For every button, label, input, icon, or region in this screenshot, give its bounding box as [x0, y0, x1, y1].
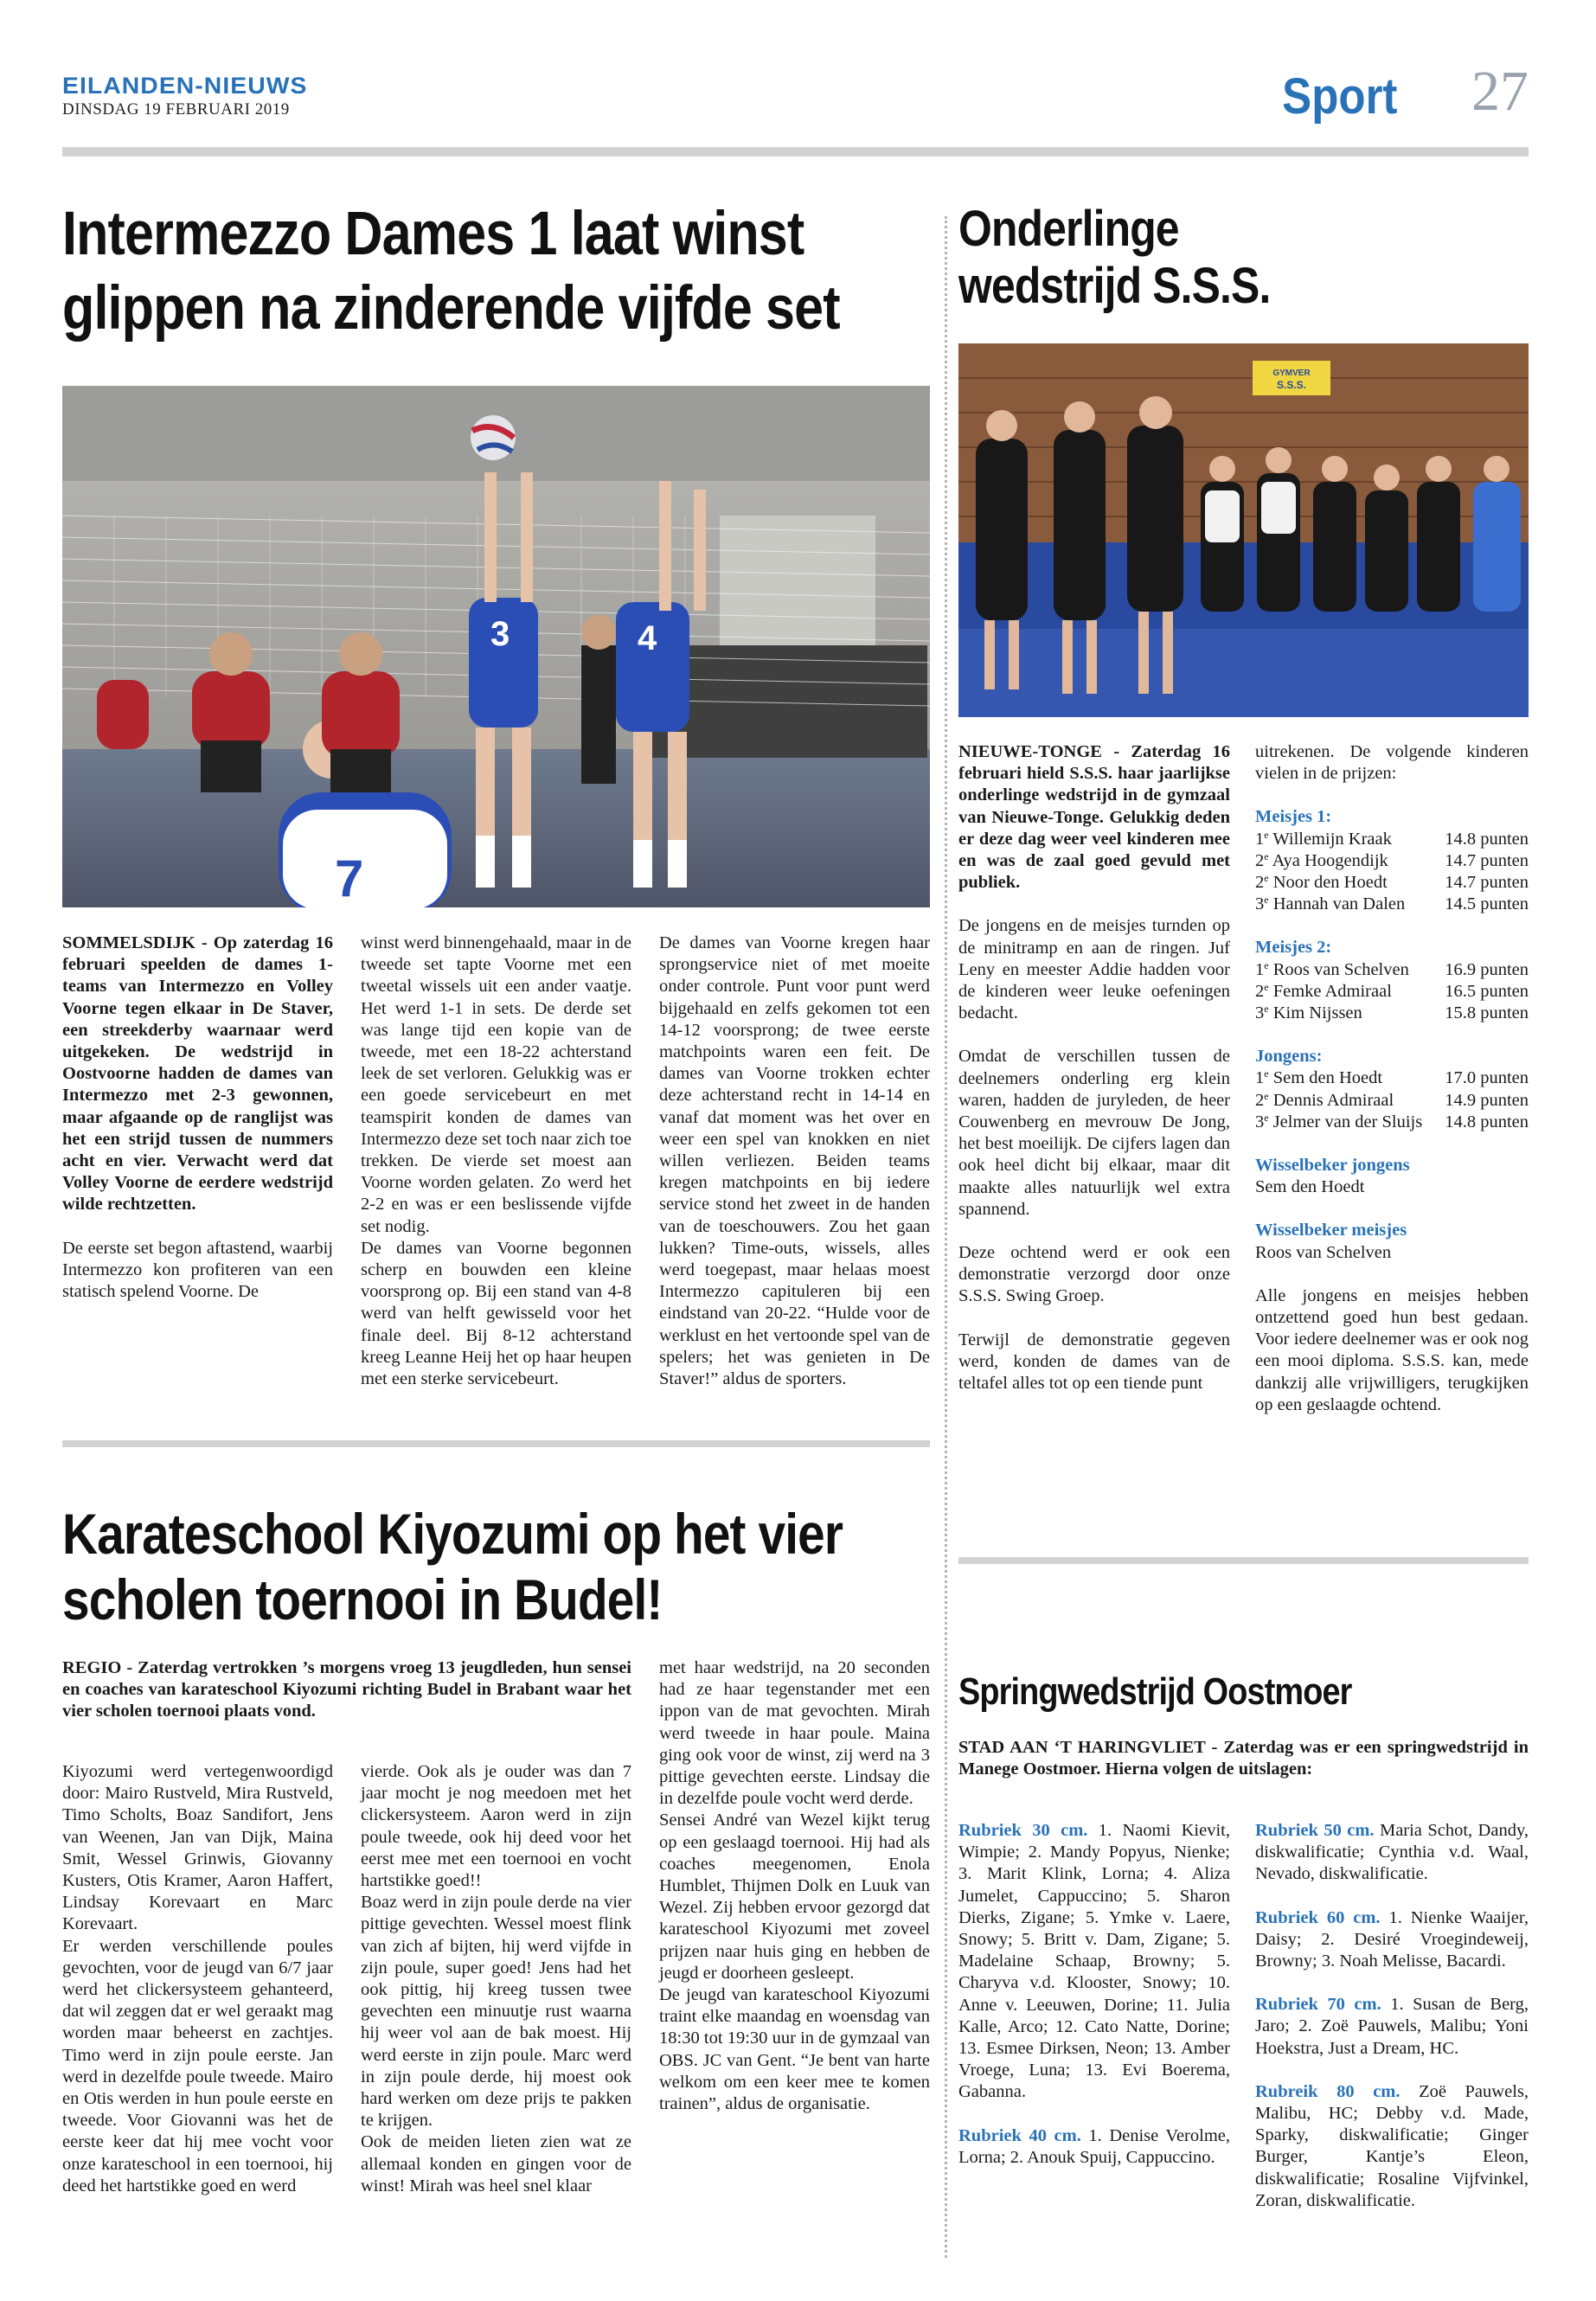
results-category: Rubreik 80 cm.: [1255, 2081, 1401, 2101]
prize-row: 3e Hannah van Dalen 14.5 punten: [1255, 894, 1529, 914]
article1-paragraph: De dames van Voorne kregen haar sprongservice niet of met moeite onder controle. Punt voor punt werd bijgehaald en zelfs gekomen tot een 14-12 voorsprong; de twee eerste matchpoints waren een feit. De dames van Voorne trokken echter deze achterstand recht in 14-14 en vanaf dat moment was het over en weer een spel van knokken en niet willen verliezen. Beiden teams kregen matchpoints en bij iedere service stond het zweet in de handen van de toeschouwers. Zou het gaan lukken? Time-outs, wissels, alles werd toegepast, maar helaas moest Intermezzo capituleren bij een eindstand van 20-22. “Hulde voor de werklust en het vertoonde spel van de spelers; het was genieten in De Staver!” aldus de sporters.: [659, 933, 930, 1389]
article2-column-2: [1255, 741, 1529, 1416]
gym-banner-text: S.S.S.: [1276, 379, 1307, 391]
article3-paragraph: met haar wedstrijd, na 20 seconden had ze haar tegenstander met een ippon van de mat gevochten. Mirah werd tweede in haar poule. Maina ging ook voor de winst, zij werd na 3 pittige gevechten eerste. Lindsay die in dezelfde poule vocht werd derde.: [659, 1658, 930, 1809]
article1-paragraph: De dames van Voorne begonnen scherp en bouwden een kleine voorsprong op. Bij een stand van 4-8 werd van helft gewisseld voor het finale deel. Bij 8-12 achterstand kreeg Leanne Heij het op haar heupen met een sterke servicebeurt.: [361, 1238, 631, 1389]
article2-paragraph: Alle jongens en meisjes hebben ontzettend goed hun best gedaan. Voor iedere deelnemer was er ook nog een mooi diploma. S.S.S. kan, mede dankzij alle vrijwilligers, terugkijken op een geslaagde ochtend.: [1255, 1285, 1529, 1414]
svg-text:4: 4: [638, 619, 657, 657]
article2-column-1: [958, 741, 1230, 1394]
prize-category-title: Wisselbeker jongens: [1255, 1156, 1410, 1176]
results-paragraph: [1255, 2081, 1529, 2212]
prize-row: 2e Dennis Admiraal 14.9 punten: [1255, 1089, 1529, 1110]
results-paragraph: [1255, 1994, 1529, 2060]
article4-top-rule: [958, 1557, 1529, 1564]
article4-column-1: [958, 1820, 1230, 2169]
article3-paragraph: Ook de meiden lieten zien wat ze allemaal konden en gingen voor de winst! Mirah was heel snel klaar: [361, 2132, 631, 2195]
article1-bottom-rule: [62, 1440, 930, 1447]
results-category: Rubriek 70 cm.: [1255, 1995, 1381, 2015]
article2-paragraph: De jongens en de meisjes turnden op de minitramp en aan de ringen. Juf Leny en meester Addie hadden voor de kinderen weer leuke oefeningen bedacht.: [958, 916, 1230, 1023]
article4-lead: STAD AAN ‘T HARINGVLIET - Zaterdag was er een springwedstrijd in Manege Oostmoer. Hierna volgen de uitslagen:: [958, 1738, 1529, 1779]
prize-row: 1e Willemijn Kraak 14.8 punten: [1255, 828, 1529, 849]
results-category: Rubriek 30 cm.: [958, 1821, 1088, 1840]
results-category: Rubriek 50 cm.: [1255, 1821, 1375, 1840]
prize-category-title: Meisjes 2:: [1255, 938, 1332, 958]
article1-paragraph: De eerste set begon aftastend, waarbij Intermezzo kon profiteren van een statisch spelend Voorne. De: [62, 1238, 333, 1302]
prize-row: 1e Sem den Hoedt 17.0 punten: [1255, 1067, 1529, 1088]
trophy-winner: Sem den Hoedt: [1255, 1177, 1365, 1197]
headline-line: wedstrijd S.S.S.: [958, 258, 1271, 314]
prize-row: 2e Aya Hoogendijk 14.7 punten: [1255, 849, 1529, 870]
article2-paragraph: Terwijl de demonstratie gegeven werd, konden de dames van de teltafel alles tot op een tiende punt: [958, 1330, 1230, 1394]
headline-line: glippen na zinderende vijfde set: [62, 274, 840, 343]
article1-paragraph: winst werd binnengehaald, maar in de tweede set tapte Voorne met een tweetal wissels uit een ander vaatje. Het werd 1-1 in sets. De derde set was lange tijd een kopie van de tweede, met een 18-22 achterstand leek de set verloren. Gelukkig was er een goede servicebeurt en met teamspirit konden de dames van Intermezzo deze set toch naar zich toe trekken. De vierde set moest aan Voorne worden gelaten. Zo werd het 2-2 en was er een beslissende vijfde set nodig.: [361, 933, 632, 1236]
article3-paragraph: Er werden verschillende poules gevochten, voor de jeugd van 6/7 jaar werd het clickersysteem gehanteerd, dat wil zeggen dat er wel geraakt mag worden maar beheerst en zachtjes. Timo werd in zijn poule eerste. Jan werd in dezelfde poule tweede. Mairo en Otis werden in hun poule eerste en tweede. Voor Giovanni was het de eerste keer dat hij mee vocht voor onze karateschool in een toernooi, hij deed het hartstikke goed en werd: [62, 1936, 333, 2195]
gym-banner-text: GYMVER: [1272, 369, 1311, 378]
volleyball-photo-illustration: [62, 386, 930, 907]
prize-row: 2e Femke Admiraal 16.5 punten: [1255, 980, 1529, 1001]
headline-line: Onderlinge: [958, 201, 1179, 257]
article2-paragraph: Omdat de verschillen tussen de deelnemers onderling erg klein waren, hadden de juryleden, de heer Couwenberg en mevrouw De Jong, het best moeilijk. De cijfers lagen dan ook heel dicht bij elkaar, maar dit maakte alles natuurlijk wel extra spannend.: [958, 1047, 1230, 1219]
article1-column-3: [659, 933, 930, 1390]
results-text: 1. Nienke Waaijer, Daisy; 2. Desiré Vroegindeweij, Browny; 3. Noah Melisse, Bacardi.: [1255, 1907, 1529, 1971]
article3-paragraph: Sensei André van Wezel kijkt terug op een geslaagd toernooi. Hij had als coaches meegenomen, Enola Humblet, Thijmen Dolk en Luuk van Wezel. Zij hebben ervoor gezorgd dat karateschool Kiyozumi met zoveel prijzen naar huis ging en hebben de jeugd er doorheen gesleept.: [659, 1811, 930, 1983]
prize-row: 3e Jelmer van der Sluijs 14.8 punten: [1255, 1111, 1529, 1131]
results-text: Zoë Pauwels, Malibu, HC; Debby v.d. Made, Sparky, diskwalificatie; Ginger Burger, Kantje’s Eleon, diskwalificatie; Rosaline Vijfvinkel, Zoran, diskwalificatie.: [1255, 2081, 1529, 2210]
gymnastics-photo: [958, 343, 1529, 717]
article4-headline: [958, 1671, 1416, 1713]
results-paragraph: [1255, 1820, 1529, 1886]
results-text: Maria Schot, Dandy, diskwalificatie; Cynthia v.d. Waal, Nevado, diskwalificatie.: [1255, 1821, 1529, 1884]
headline-line: Intermezzo Dames 1 laat winst: [62, 200, 804, 268]
article3-paragraph: Kiyozumi werd vertegenwoordigd door: Mairo Rustveld, Mira Rustveld, Timo Scholts, Boaz Sandifort, Jens van Weenen, Jan van Dijk, Maina Smit, Wessel Grinwis, Giovanny Kusters, Otis Kramer, Aaron Haffert, Lindsay Korevaart en Marc Korevaart.: [62, 1762, 333, 1934]
article2-lead: NIEUWE-TONGE - Zaterdag 16 februari hield S.S.S. haar jaarlijkse onderlinge wedstrijd in de gymzaal van Nieuwe-Tonge. Gelukkig deden er deze dag weer veel kinderen mee en was de zaal goed gevuld met publiek.: [958, 742, 1230, 893]
results-category: Rubriek 40 cm.: [958, 2125, 1081, 2145]
article3-column-2: [361, 1761, 631, 2197]
trophy-winner: Roos van Schelven: [1255, 1242, 1392, 1262]
prize-category-title: Jongens:: [1255, 1047, 1323, 1067]
results-paragraph: [958, 1820, 1230, 2104]
results-text: 1. Susan de Berg, Jaro; 2. Zoë Pauwels, Malibu; Yoni Hoekstra, Just a Dream, HC.: [1255, 1995, 1529, 2058]
results-category: Rubriek 60 cm.: [1255, 1907, 1381, 1927]
article3-paragraph: Boaz werd in zijn poule derde na vier pittige gevechten. Wessel moest flink van zich af bijten, hij werd vijfde in zijn poule, super goed! Jens had het ook pittig, hij kreeg tussen twee gevechten een minuutje rust waarna hij weer vol aan de bak moest. Hij werd eerste in zijn poule. Marc werd in zijn poule derde, hij moest ook hard werken om deze prijs te pakken te krijgen.: [361, 1893, 631, 2131]
article3-paragraph: vierde. Ook als je ouder was dan 7 jaar mocht je nog meedoen met het clickersysteem. Aaron werd in zijn poule tweede, ook hij deed voor het eerst mee met een toernooi en vocht hartstikke goed!!: [361, 1762, 631, 1891]
section-title: Sport: [1281, 68, 1397, 125]
results-text: 1. Naomi Kievit, Wimpie; 2. Mandy Popyus, Nienke; 3. Marit Klink, Lorna; 4. Aliza Jumelet, Cappuccino; 5. Sharon Dierks, Zigane; 5. Ymke v. Laere, Snowy; 5. Britt v. Dam, Zigane; 5. Madelaine Schaap, Browny; 5. Charyva v.d. Klooster, Snowy; 10. Anne v. Leeuwen, Dorine; 11. Julia Kalle, Arco; 12. Cato Natte, Dorine; 13. Esmee Dirksen, Neon; 13. Amber Vroege, Luna; 13. Evi Boerema, Gabanna.: [958, 1821, 1230, 2102]
page-number: 27: [1471, 60, 1529, 123]
article1-lead: SOMMELSDIJK - Op zaterdag 16 februari speelden de dames 1-teams van Intermezzo en Volley Voorne tegen elkaar in De Staver, een streekderby waarnaar werd uitgekeken. De wedstrijd in Oostvoorne hadden de dames van Intermezzo met 2-3 gewonnen, maar afgaande op de ranglijst was het een strijd tussen de nummers acht en vier. Verwacht werd dat Volley Voorne de eerdere wedstrijd wilde rechtzetten.: [62, 933, 333, 1215]
article1-column-1: [62, 933, 333, 1303]
article3-column-3: [659, 1657, 930, 2115]
article2-paragraph: uitrekenen. De volgende kinderen vielen in de prijzen:: [1255, 742, 1529, 784]
header-rule: [62, 147, 1529, 157]
results-paragraph: [958, 2125, 1230, 2169]
headline-line: Springwedstrijd Oostmoer: [958, 1670, 1352, 1713]
gymnastics-photo-illustration: [958, 343, 1529, 717]
prize-category-title: Wisselbeker meisjes: [1255, 1221, 1407, 1240]
article3-headline: [62, 1501, 970, 1632]
volleyball-photo: [62, 386, 930, 907]
headline-line: scholen toernooi in Budel!: [62, 1567, 663, 1631]
masthead-logo: EILANDEN-NIEUWS: [62, 73, 308, 99]
headline-line: Karateschool Kiyozumi op het vier: [62, 1502, 843, 1566]
svg-text:3: 3: [490, 615, 510, 653]
results-text: 1. Denise Verolme, Lorna; 2. Anouk Spuij, Cappuccino.: [958, 2125, 1230, 2167]
issue-date: DINSDAG 19 FEBRUARI 2019: [62, 100, 290, 119]
prize-row: 3e Kim Nijssen 15.8 punten: [1255, 1003, 1529, 1023]
article1-headline: [62, 197, 966, 346]
article1-column-2: [361, 933, 631, 1390]
article3-lead: REGIO - Zaterdag vertrokken ’s morgens vroeg 13 jeugdleden, hun sensei en coaches van karateschool Kiyozumi richting Budel in Brabant waar het vier scholen toernooi plaats vond.: [62, 1658, 631, 1721]
svg-text:7: 7: [335, 849, 364, 907]
results-paragraph: [1255, 1907, 1529, 1973]
prize-row: 1e Roos van Schelven 16.9 punten: [1255, 958, 1529, 979]
article3-paragraph: De jeugd van karateschool Kiyozumi traint elke maandag en woensdag van 18:30 tot 19:30 uur in de gymzaal van OBS. JC van Gent. “Je bent van harte welkom om een keer mee te komen trainen”, aldus de organisatie.: [659, 1985, 930, 2114]
prize-row: 2e Noor den Hoedt 14.7 punten: [1255, 872, 1529, 893]
article3-column-1: [62, 1761, 333, 2197]
article2-headline: [958, 201, 1321, 315]
article4-column-2: [1255, 1820, 1529, 2212]
article2-paragraph: Deze ochtend werd er ook een demonstratie verzorgd door onze S.S.S. Swing Groep.: [958, 1243, 1230, 1306]
prize-category-title: Meisjes 1:: [1255, 807, 1332, 827]
column-separator: [945, 216, 947, 2258]
